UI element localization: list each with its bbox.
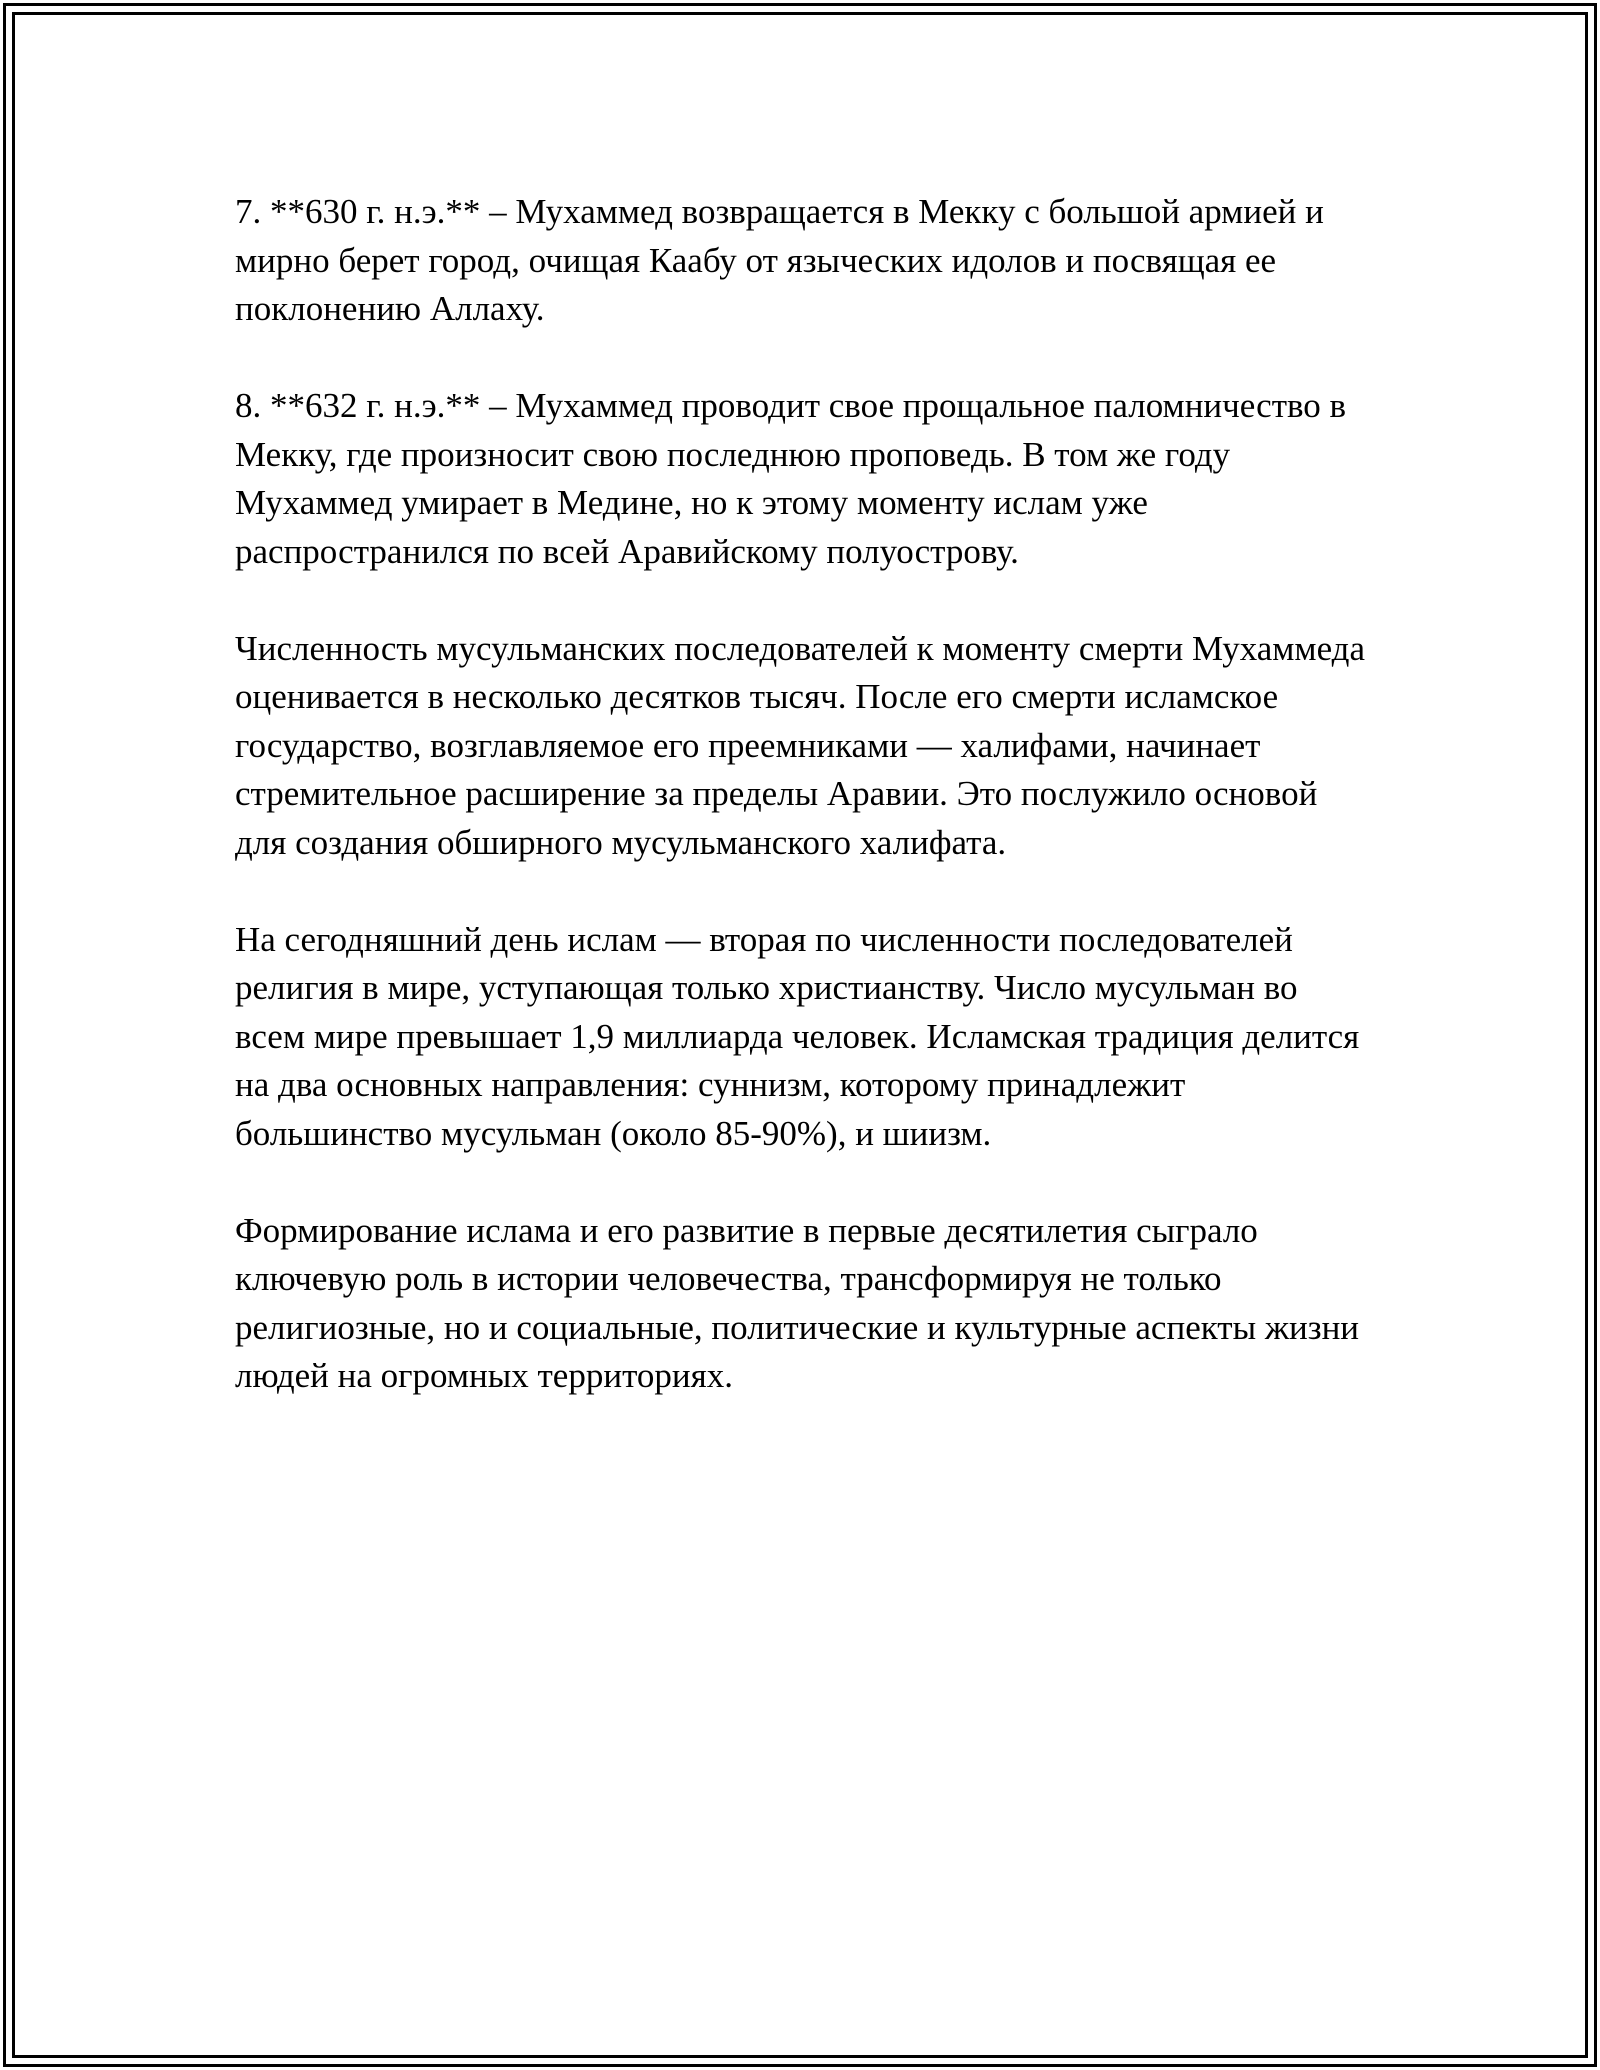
paragraph-historical-role: Формирование ислама и его развитие в первые десятилетия сыграло ключевую роль в истории человечества, трансформируя не только религиозные, но и социальные, политические и культурные аспекты жизни людей на огромных территориях.: [235, 1210, 1360, 1395]
paragraph-event-632: 8. **632 г. н.э.** – Мухаммед проводит свое прощальное паломничество в Мекку, где произносит свою последнюю проповедь. В том же году Мухаммед умирает в Медине, но к этому моменту ислам уже распространился по всей Аравийскому полуострову.: [235, 386, 1347, 571]
paragraph-islam-today: На сегодняшний день ислам — вторая по численности последователей религия в мире, уступающая только христианству. Число мусульман во всем мире превышает 1,9 миллиарда человек. Исламская традиция делится на два основных направления: суннизм, которому принадлежит большинство мусульман (около 85-90%), и шиизм.: [235, 919, 1360, 1153]
paragraph-event-630: 7. **630 г. н.э.** – Мухаммед возвращается в Мекку с большой армией и мирно берет город, очищая Каабу от языческих идолов и посвящая ее поклонению Аллаху.: [235, 192, 1324, 328]
paragraph-followers-count: Численность мусульманских последователей к моменту смерти Мухаммеда оценивается в несколько десятков тысяч. После его смерти исламское государство, возглавляемое его преемниками — халифами, начинает стремительное расширение за пределы Аравии. Это послужило основой для создания обширного мусульманского халифата.: [235, 628, 1365, 862]
document-body: [235, 188, 1370, 1449]
